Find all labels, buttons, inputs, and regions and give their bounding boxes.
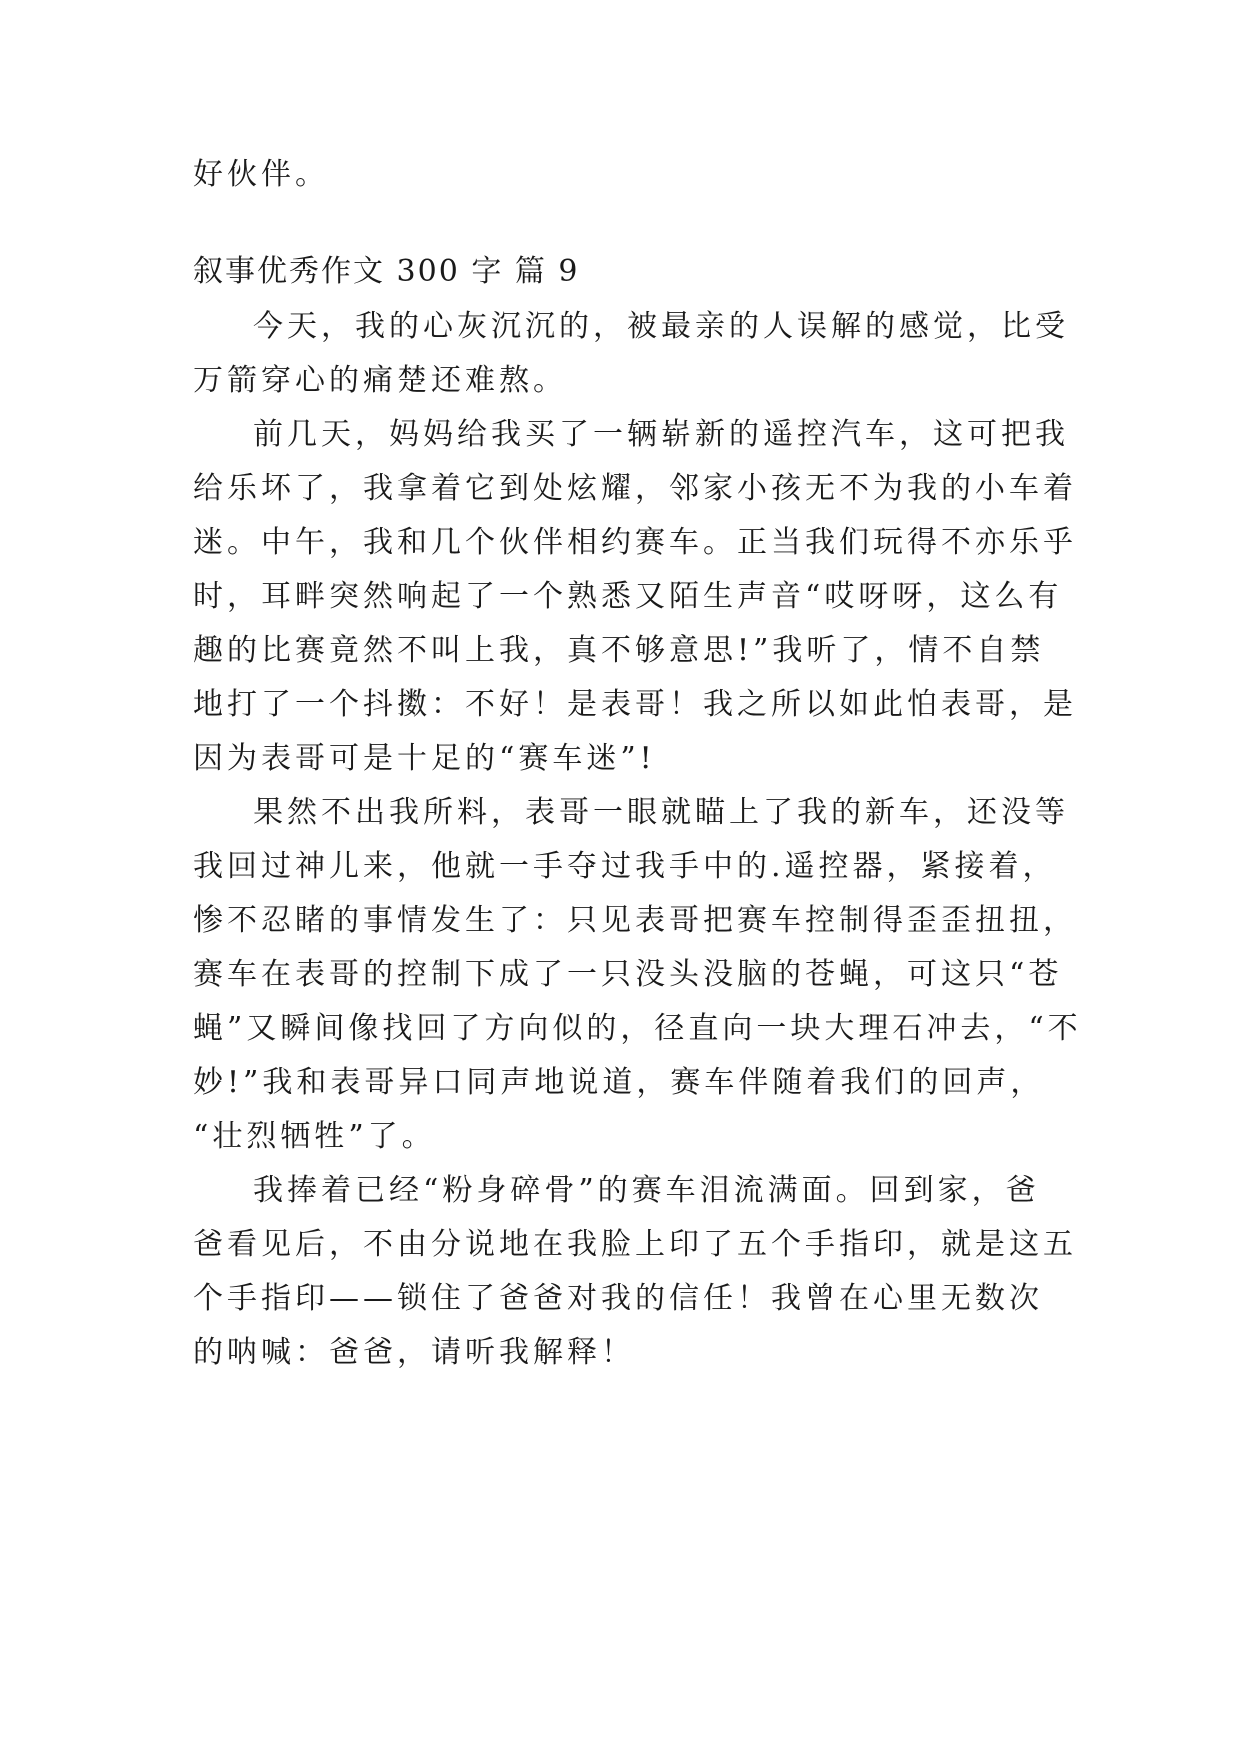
paragraph-line: 惨不忍睹的事情发生了：只见表哥把赛车控制得歪歪扭扭， xyxy=(193,903,1077,938)
paragraph-line: 爸看见后，不由分说地在我脸上印了五个手指印，就是这五 xyxy=(193,1227,1077,1262)
paragraph-line: 给乐坏了，我拿着它到处炫耀，邻家小孩无不为我的小车着 xyxy=(193,471,1077,506)
paragraph-line: 万箭穿心的痛楚还难熬。 xyxy=(193,363,567,398)
paragraph-line: 因为表哥可是十足的“赛车迷”! xyxy=(193,741,656,776)
paragraph-line: 迷。中午，我和几个伙伴相约赛车。正当我们玩得不亦乐乎 xyxy=(193,525,1077,560)
paragraph-line: 赛车在表哥的控制下成了一只没头没脑的苍蝇，可这只“苍 xyxy=(193,957,1063,992)
paragraph-line: 果然不出我所料，表哥一眼就瞄上了我的新车，还没等 xyxy=(253,795,1069,830)
paragraph-line: 我回过神儿来，他就一手夺过我手中的.遥控器，紧接着， xyxy=(193,849,1057,884)
paragraph-line: “壮烈牺牲”了。 xyxy=(193,1119,436,1154)
section-heading: 叙事优秀作文 300 字 篇 9 xyxy=(193,254,580,289)
paragraph-line: 好伙伴。 xyxy=(193,157,329,192)
paragraph-line: 趣的比赛竟然不叫上我，真不够意思!”我听了，情不自禁 xyxy=(193,633,1045,668)
paragraph-line: 时，耳畔突然响起了一个熟悉又陌生声音“哎呀呀，这么有 xyxy=(193,579,1063,614)
paragraph-line: 个手指印——锁住了爸爸对我的信任！我曾在心里无数次 xyxy=(193,1281,1043,1316)
paragraph-line: 的呐喊：爸爸，请听我解释！ xyxy=(193,1335,635,1370)
paragraph-line: 前几天，妈妈给我买了一辆崭新的遥控汽车，这可把我 xyxy=(253,417,1069,452)
paragraph-line: 今天，我的心灰沉沉的，被最亲的人误解的感觉，比受 xyxy=(253,309,1069,344)
paragraph-line: 妙!”我和表哥异口同声地说道，赛车伴随着我们的回声， xyxy=(193,1065,1045,1100)
paragraph-line: 蝇”又瞬间像找回了方向似的，径直向一块大理石冲去，“不 xyxy=(193,1011,1082,1046)
paragraph-line: 地打了一个抖擞：不好！是表哥！我之所以如此怕表哥，是 xyxy=(193,687,1077,722)
paragraph-line: 我捧着已经“粉身碎骨”的赛车泪流满面。回到家，爸 xyxy=(253,1173,1040,1208)
